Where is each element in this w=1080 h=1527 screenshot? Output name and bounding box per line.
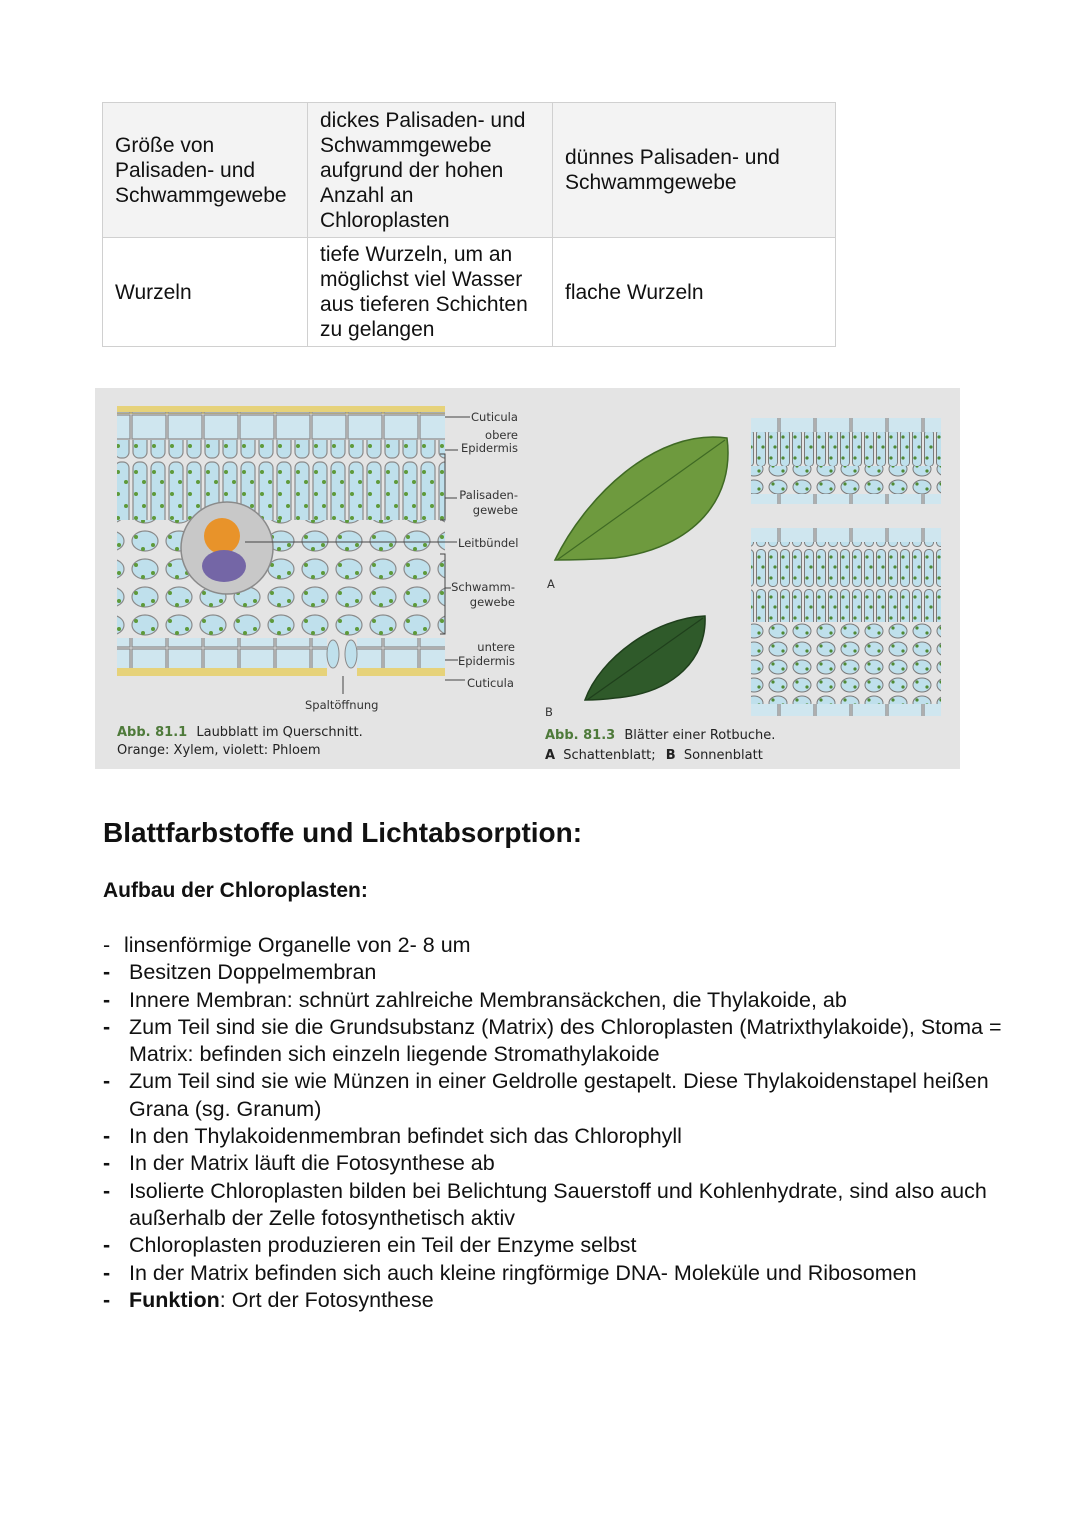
bullet-dash: -	[103, 1178, 111, 1203]
bullet-dash: -	[103, 933, 111, 957]
shade-leaf	[555, 437, 728, 560]
label-leaf-b: B	[545, 705, 553, 719]
bullet-dash: -	[103, 1069, 111, 1094]
list-item-text: Isolierte Chloroplasten bilden bei Belichtung Sauerstoff und Kohlenhydrate, sind also auch außerhalb der Zelle fotosynthetisch aktiv	[129, 1178, 987, 1230]
label-cuticula-top: Cuticula	[471, 410, 518, 424]
bullet-dash: -	[103, 1287, 111, 1312]
list-item-text: In der Matrix läuft die Fotosynthese ab	[129, 1151, 495, 1176]
list-item-text: In der Matrix befinden sich auch kleine ringförmige DNA- Moleküle und Ribosomen	[129, 1260, 917, 1285]
table-row	[103, 238, 836, 347]
list-item	[103, 1232, 1003, 1259]
caption-right-number: Abb. 81.3	[545, 728, 616, 743]
comparison-table	[102, 102, 836, 347]
sun-leaf-section	[751, 528, 941, 716]
table-cell: Größe von Palisaden- und Schwammgewebe	[103, 103, 308, 238]
table-cell: Wurzeln	[103, 238, 308, 347]
list-item	[103, 1014, 1003, 1069]
caption-a-text: Schattenblatt;	[563, 748, 656, 763]
label-untere: untere	[477, 640, 515, 654]
caption-right-line2	[545, 748, 763, 763]
shade-leaf-section	[751, 418, 941, 504]
table-cell: tiefe Wurzeln, um an möglichst viel Wasser aus tieferen Schichten zu gelangen	[308, 238, 553, 347]
label-obere: obere	[485, 428, 518, 442]
label-palisaden-gewebe: gewebe	[472, 503, 518, 517]
caption-left-number: Abb. 81.1	[117, 725, 188, 740]
list-item	[103, 959, 1003, 986]
sun-leaf	[585, 616, 705, 700]
caption-b-text: Sonnenblatt	[683, 748, 763, 763]
caption-left-line2: Orange: Xylem, violett: Phloem	[117, 743, 321, 758]
list-item-text: Besitzen Doppelmembran	[129, 960, 377, 985]
table-row	[103, 103, 836, 238]
section-heading: Blattfarbstoffe und Lichtabsorption:	[103, 817, 583, 848]
list-item-text: : Ort der Fotosynthese	[219, 1287, 434, 1312]
list-item	[103, 1123, 1003, 1150]
caption-b: B	[665, 748, 676, 763]
bullet-dash: -	[103, 1151, 111, 1176]
label-spaltoeffnung: Spaltöffnung	[305, 698, 379, 712]
list-item	[103, 1260, 1003, 1287]
list-item	[103, 932, 1003, 959]
label-epidermis-top: Epidermis	[460, 441, 518, 455]
label-leitbuendel: Leitbündel	[458, 536, 519, 550]
leaf-cross-section	[117, 406, 470, 694]
label-leaf-a: A	[547, 577, 555, 591]
list-item-bold: Funktion	[129, 1287, 220, 1312]
bullet-dash: -	[103, 1124, 111, 1149]
caption-right-text: Blätter einer Rotbuche.	[624, 728, 776, 743]
label-schwamm: Schwamm-	[451, 580, 515, 594]
caption-left-text: Laubblatt im Querschnitt.	[196, 725, 363, 740]
list-item-text: Chloroplasten produzieren ein Teil der Enzyme selbst	[129, 1233, 637, 1258]
list-item-text: Zum Teil sind sie die Grundsubstanz (Matrix) des Chloroplasten (Matrixthylakoide), Stoma = Matrix: befinden sich einzeln liegende Stromathylakoide	[129, 1014, 1002, 1067]
section-subheading: Aufbau der Chloroplasten:	[103, 879, 368, 902]
bullet-dash: -	[103, 1260, 111, 1285]
bullet-dash: -	[103, 1014, 111, 1039]
leaf-illustration	[95, 388, 960, 769]
label-palisaden: Palisaden-	[459, 488, 518, 502]
list-item	[103, 1287, 1003, 1314]
label-epidermis-bottom: Epidermis	[457, 654, 515, 668]
leaf-figure	[95, 388, 960, 769]
chloroplast-list	[103, 932, 1003, 1314]
caption-right	[545, 728, 775, 743]
bullet-dash: -	[103, 1233, 111, 1258]
table-cell: flache Wurzeln	[553, 238, 836, 347]
caption-a: A	[545, 748, 556, 763]
bullet-dash: -	[103, 987, 111, 1012]
table-cell: dünnes Palisaden- und Schwammgewebe	[553, 103, 836, 238]
bullet-dash: -	[103, 960, 111, 985]
table-cell: dickes Palisaden- und Schwammgewebe aufgrund der hohen Anzahl an Chloroplasten	[308, 103, 553, 238]
list-item	[103, 987, 1003, 1014]
list-item-text: linsenförmige Organelle von 2- 8 um	[124, 933, 471, 957]
list-item-text: Innere Membran: schnürt zahlreiche Membransäckchen, die Thylakoide, ab	[129, 987, 847, 1012]
list-item-text: In den Thylakoidenmembran befindet sich das Chlorophyll	[129, 1124, 682, 1149]
caption-left	[117, 725, 363, 740]
list-item	[103, 1150, 1003, 1177]
list-item-text: Zum Teil sind sie wie Münzen in einer Geldrolle gestapelt. Diese Thylakoidenstapel heißen Grana (sg. Granum)	[129, 1069, 989, 1121]
label-schwamm-gewebe: gewebe	[469, 595, 515, 609]
list-item	[103, 1068, 1003, 1123]
label-cuticula-bottom: Cuticula	[467, 676, 514, 690]
list-item	[103, 1178, 1003, 1233]
